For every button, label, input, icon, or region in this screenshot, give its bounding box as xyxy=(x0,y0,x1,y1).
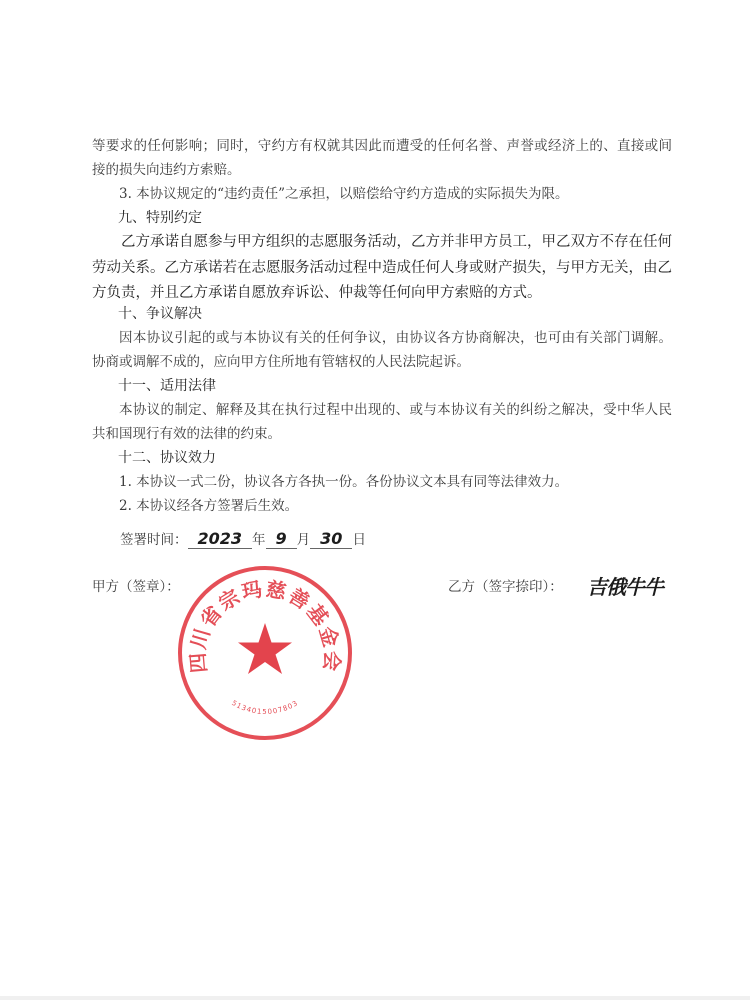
section-12-heading: 十二、协议效力 xyxy=(118,450,216,466)
seal-code: 5134015007803 xyxy=(230,698,300,717)
party-b-label: 乙方（签字捺印）： xyxy=(448,579,563,595)
section-9-heading: 九、特别约定 xyxy=(118,210,202,226)
section-12-item-1: 1. 本协议一式二份，协议各方各执一份。各份协议文本具有同等法律效力。 xyxy=(119,474,569,490)
seal-star-icon xyxy=(238,623,292,674)
section-11-heading: 十一、适用法律 xyxy=(118,378,216,394)
section-10-paragraph: 因本协议引起的或与本协议有关的任何争议，由协议各方协商解决，也可由有关部门调解。协商或调解不成的，应向甲方住所地有管辖权的人民法院起诉。 xyxy=(92,330,672,370)
clause-3-paragraph: 3. 本协议规定的“违约责任”之承担，以赔偿给守约方造成的实际损失为限。 xyxy=(119,186,569,202)
seal-org-name: 四川省宗玛慈善基金会 xyxy=(185,576,345,674)
paragraph-continuation: 等要求的任何影响；同时，守约方有权就其因此而遭受的任何名誉、声誉或经济上的、直接或间接的损失向违约方索赔。 xyxy=(92,138,672,178)
section-12-item-2: 2. 本协议经各方签署后生效。 xyxy=(119,498,299,514)
section-11-paragraph: 本协议的制定、解释及其在执行过程中出现的、或与本协议有关的纠纷之解决，受中华人民共和国现行有效的法律的约束。 xyxy=(92,402,672,442)
signing-month: 9 xyxy=(266,530,297,549)
party-b-signature: 吉俄牛牛 xyxy=(587,575,663,599)
party-a-label: 甲方（签章）： xyxy=(92,579,180,595)
official-seal-stamp xyxy=(175,563,355,743)
signing-year-unit: 年 xyxy=(252,532,266,548)
signing-month-unit: 月 xyxy=(296,532,311,548)
section-9-paragraph: 乙方承诺自愿参与甲方组织的志愿服务活动，乙方并非甲方员工，甲乙双方不存在任何劳动关系。乙方承诺若在志愿服务活动过程中造成任何人身或财产损失，与甲方无关，由乙方负责，并且乙方承诺自愿放弃诉讼、仲裁等任何向甲方索赔的方式。 xyxy=(92,234,672,301)
section-10-heading: 十、争议解决 xyxy=(118,306,202,322)
signing-time-row xyxy=(120,528,366,552)
signing-day-unit: 日 xyxy=(352,532,366,548)
signing-day: 30 xyxy=(310,530,352,549)
svg-text:5134015007803 xyxy=(230,699,299,716)
signing-time-label: 签署时间： xyxy=(120,532,188,548)
scan-edge xyxy=(0,996,750,1000)
signing-year: 2023 xyxy=(188,530,253,549)
